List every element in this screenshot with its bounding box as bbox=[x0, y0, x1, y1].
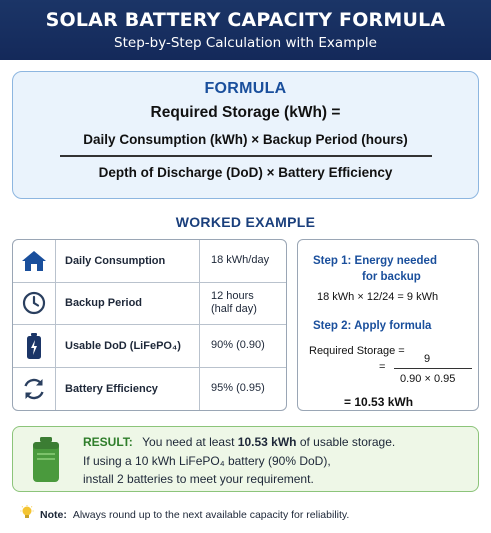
result-text: of usable storage. bbox=[299, 435, 396, 449]
row-value: 95% (0.95) bbox=[211, 381, 265, 394]
formula-numerator: Daily Consumption (kWh) × Backup Period (hours) bbox=[83, 132, 408, 147]
result-line-1 bbox=[83, 435, 395, 449]
result-line-2: If using a 10 kWh LiFePO₄ battery (90% DoD), bbox=[83, 454, 331, 468]
step1-title: Step 1: Energy needed bbox=[313, 255, 437, 267]
note-label: Note: bbox=[40, 508, 67, 521]
page-subtitle: Step-by-Step Calculation with Example bbox=[114, 35, 377, 51]
worked-example-title: WORKED EXAMPLE bbox=[175, 214, 316, 230]
table-row bbox=[13, 283, 286, 326]
result-text: You need at least bbox=[142, 435, 235, 449]
result-panel bbox=[12, 426, 479, 492]
formula-panel bbox=[12, 71, 479, 199]
row-value: 90% (0.90) bbox=[211, 338, 265, 351]
house-icon bbox=[13, 240, 56, 282]
note-text: Always round up to the next available capacity for reliability. bbox=[72, 508, 350, 521]
step2-lhs: Required Storage = bbox=[309, 345, 405, 357]
result-label: RESULT: bbox=[83, 435, 133, 449]
step2-equals: = bbox=[379, 361, 386, 373]
inputs-table bbox=[12, 239, 287, 411]
step2-numerator: 9 bbox=[424, 353, 431, 365]
step1-title-cont: for backup bbox=[362, 271, 421, 283]
cycle-icon bbox=[13, 368, 56, 411]
formula-denominator: Depth of Discharge (DoD) × Battery Efficiency bbox=[98, 164, 393, 180]
result-line-3: install 2 batteries to meet your requirement. bbox=[83, 472, 314, 486]
step2-title: Step 2: Apply formula bbox=[313, 320, 432, 332]
step2-result: = 10.53 kWh bbox=[344, 395, 414, 409]
row-label: Usable DoD (LiFePO₄) bbox=[56, 325, 200, 367]
table-row bbox=[13, 325, 286, 368]
row-value: 18 kWh/day bbox=[211, 253, 270, 266]
step2-denominator: 0.90 × 0.95 bbox=[400, 373, 456, 385]
table-row bbox=[13, 368, 286, 411]
table-row bbox=[13, 240, 286, 283]
calculation-steps-panel bbox=[297, 239, 479, 411]
clock-icon bbox=[13, 283, 56, 325]
lightbulb-icon bbox=[20, 505, 34, 524]
battery-icon bbox=[13, 325, 56, 367]
fraction-line bbox=[60, 155, 432, 157]
row-label: Battery Efficiency bbox=[56, 368, 200, 411]
page-header bbox=[0, 0, 491, 60]
note-bar bbox=[20, 505, 349, 524]
step1-calculation: 18 kWh × 12/24 = 9 kWh bbox=[317, 291, 439, 303]
formula-lhs: Required Storage (kWh) = bbox=[150, 104, 341, 121]
green-battery-icon bbox=[31, 437, 61, 488]
formula-title: FORMULA bbox=[204, 80, 287, 97]
step2-fraction-line bbox=[394, 368, 472, 369]
row-label: Backup Period bbox=[56, 283, 200, 325]
result-value: 10.53 kWh bbox=[237, 435, 297, 449]
page-title: SOLAR BATTERY CAPACITY FORMULA bbox=[45, 9, 446, 31]
row-value: 12 hours (half day) bbox=[211, 289, 257, 316]
row-label: Daily Consumption bbox=[56, 240, 200, 282]
